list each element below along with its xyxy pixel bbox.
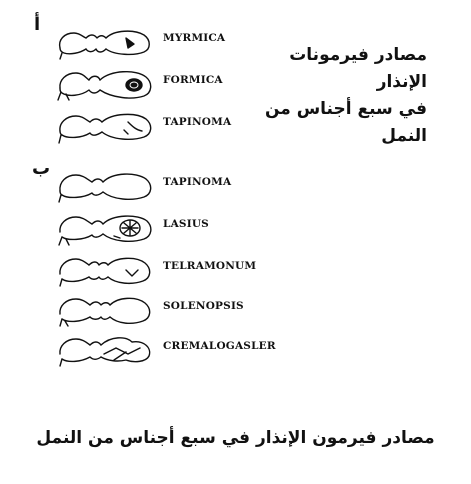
ant-row-tapinoma-b (56, 166, 286, 206)
figure-caption: مصادر فيرمون الإنذار في سبع أجناس من النمل (36, 428, 435, 448)
genus-label-tapinoma-b: TAPINOMA (163, 176, 232, 188)
ant-row-myrmica (56, 22, 286, 62)
side-title-line1: مصادر فيرمونات الإنذار (289, 45, 427, 92)
ant-gaster-myrmica-icon (56, 22, 154, 62)
section-label-a: أ (34, 14, 41, 35)
genus-label-tetramorium: TELRAMONUM (163, 260, 257, 272)
genus-label-formica: FORMICA (163, 74, 223, 86)
ant-gaster-formica-icon (56, 64, 154, 104)
ant-gaster-crematogaster-icon (56, 330, 154, 370)
side-title-line2: في سبع أجناس من النمل (264, 99, 427, 146)
ant-gaster-tetramorium-icon (56, 250, 154, 290)
ant-gaster-tapinoma-icon (56, 166, 154, 206)
genus-label-solenopsis: SOLENOPSIS (163, 300, 244, 312)
ant-row-tapinoma-a (56, 106, 286, 146)
section-label-b: ب (32, 158, 51, 179)
genus-label-myrmica: MYRMICA (163, 32, 226, 44)
genus-label-crematogaster: CREMALOGASLER (163, 340, 276, 352)
ant-row-solenopsis (56, 290, 286, 330)
ant-gaster-tapinoma-icon (56, 106, 154, 146)
ant-row-formica (56, 64, 286, 104)
genus-label-tapinoma-a: TAPINOMA (163, 116, 232, 128)
genus-label-lasius: LASIUS (163, 218, 209, 230)
ant-row-crematogaster (56, 330, 286, 370)
ant-row-tetramorium (56, 250, 286, 290)
ant-gaster-solenopsis-icon (56, 290, 154, 330)
ant-row-lasius (56, 208, 286, 248)
ant-gaster-lasius-icon (56, 208, 154, 248)
